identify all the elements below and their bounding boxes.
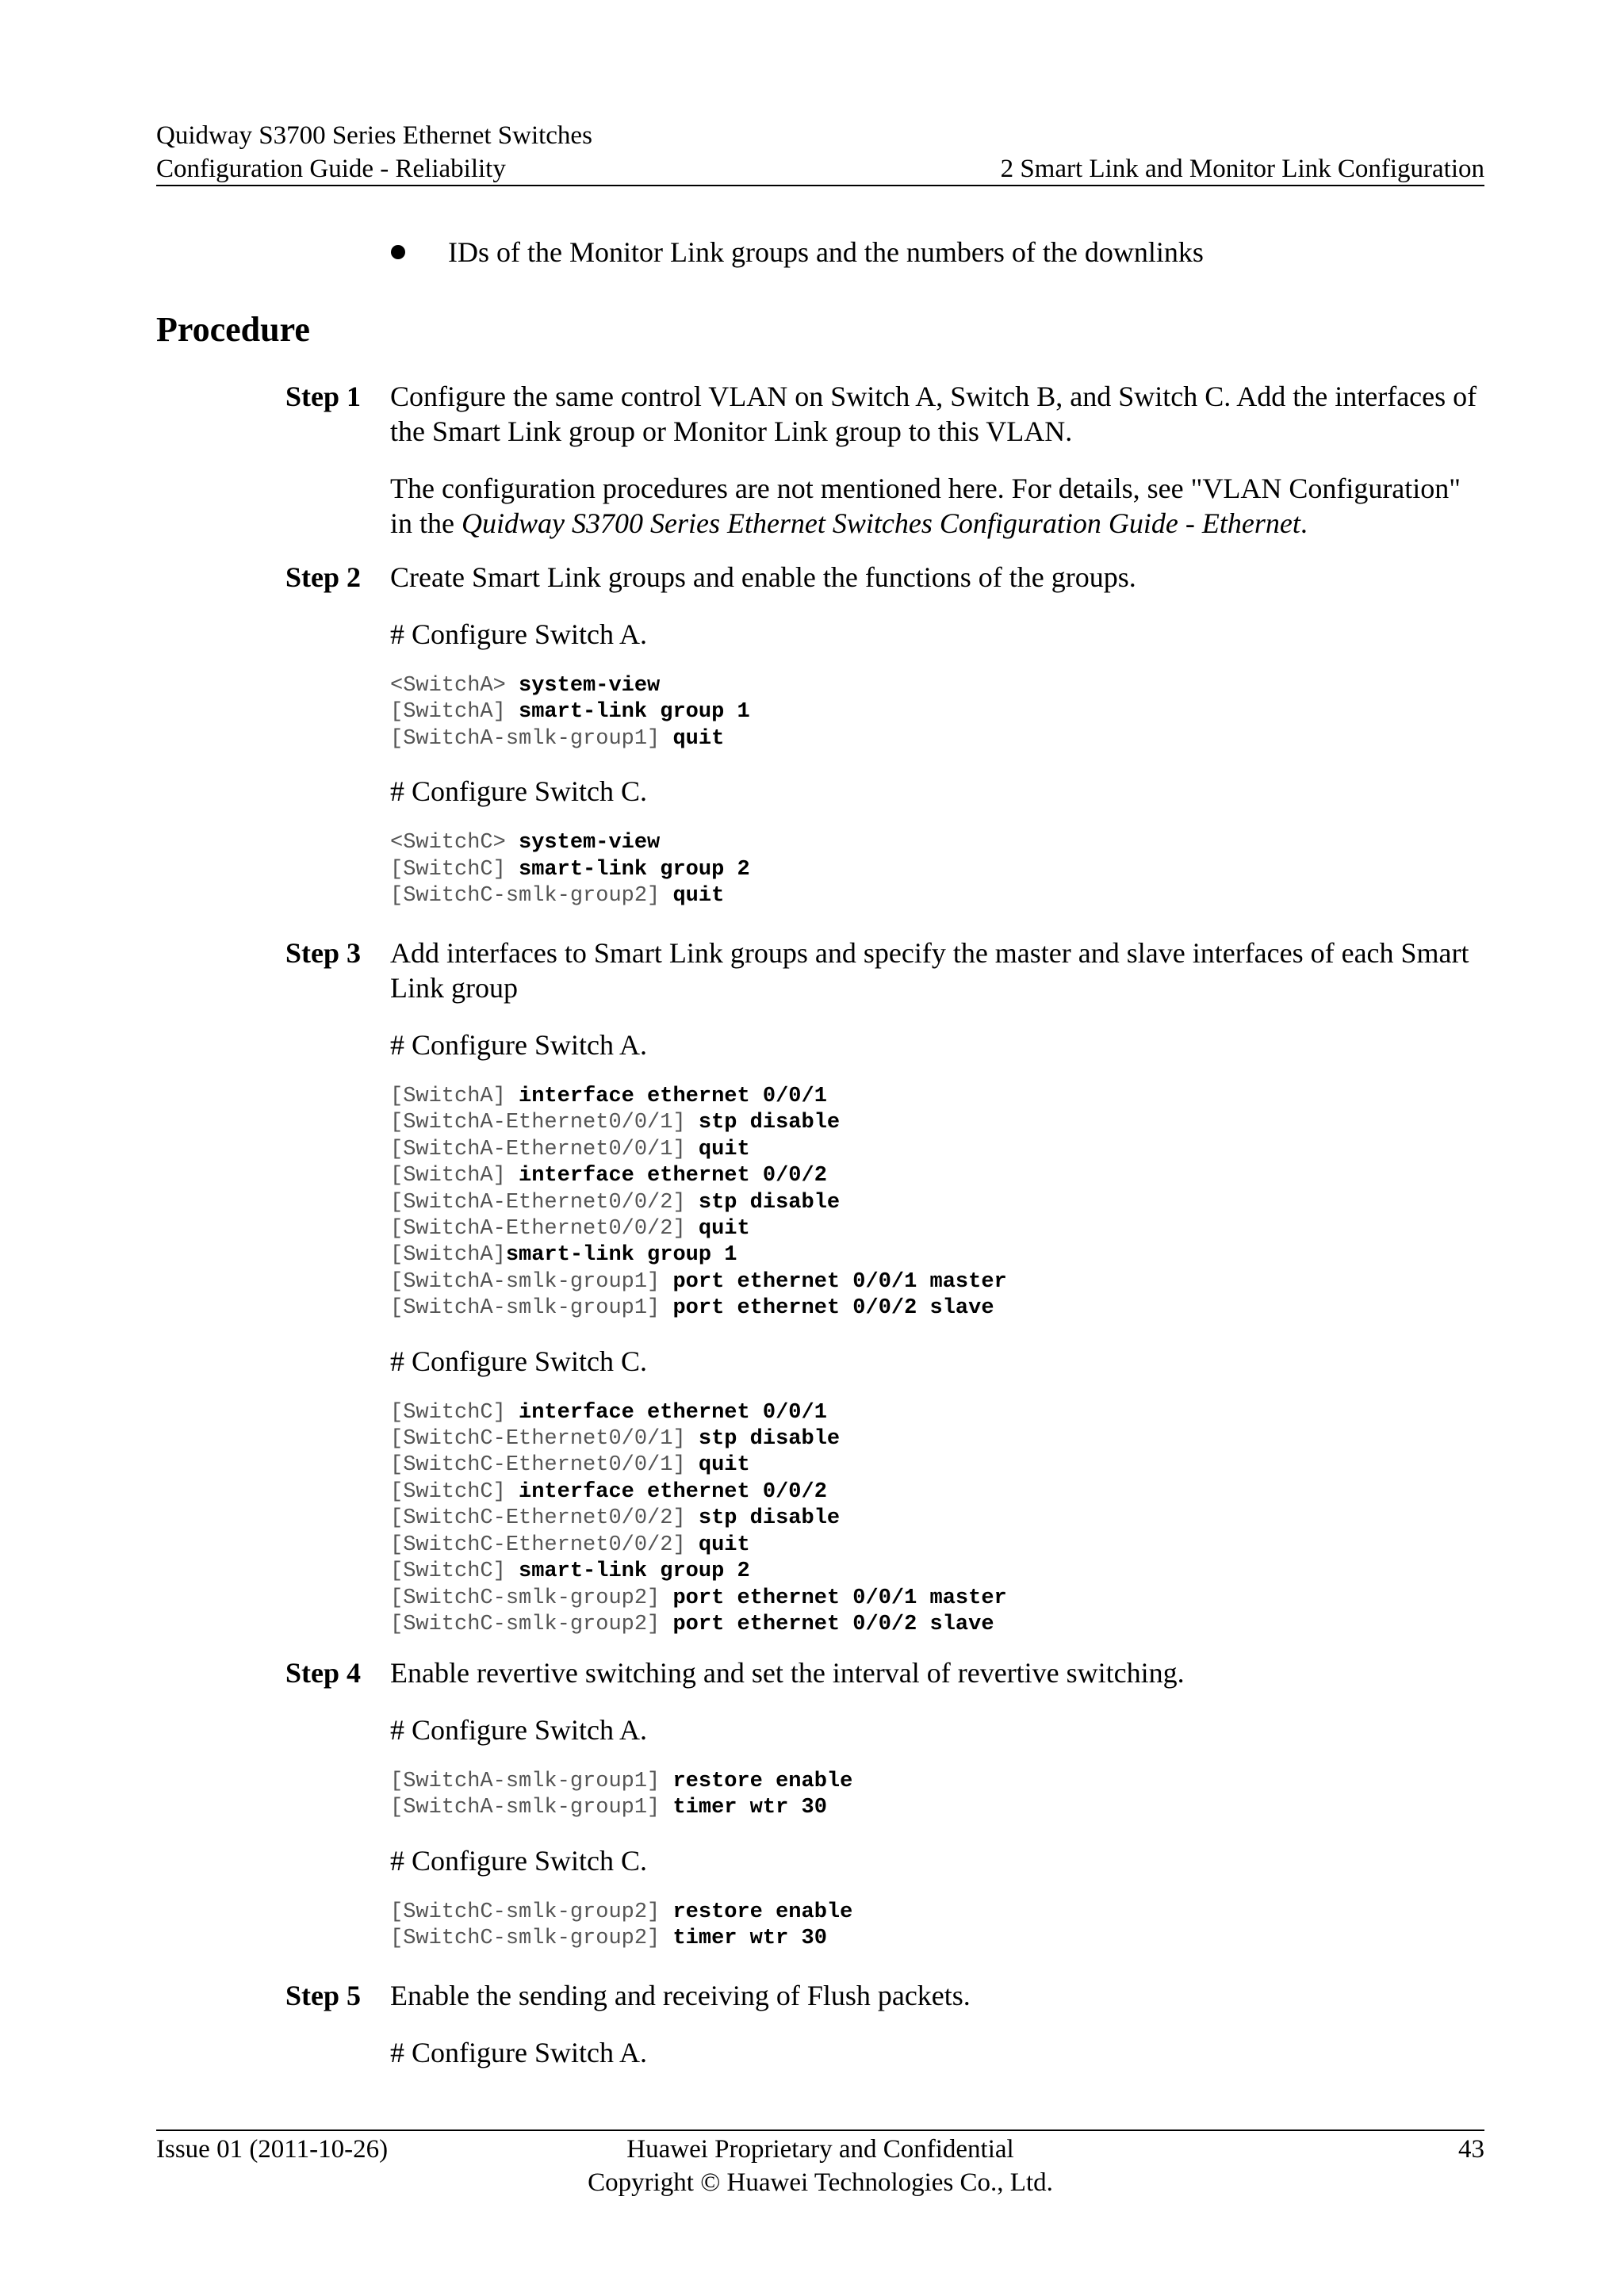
code-line	[390, 1900, 852, 1924]
cli-command: port ethernet 0/0/2 slave	[672, 1296, 994, 1321]
code-line	[390, 1217, 750, 1241]
cli-command: port ethernet 0/0/2 slave	[672, 1612, 994, 1636]
cli-prompt: [SwitchA-Ethernet0/0/2]	[390, 1217, 699, 1242]
step-body	[390, 379, 1484, 541]
code-line	[390, 1138, 750, 1161]
code-line	[390, 1243, 737, 1267]
code-line	[390, 884, 724, 908]
code-line	[390, 1401, 827, 1425]
code-line	[390, 1296, 994, 1320]
bullet-dot-icon	[391, 245, 405, 259]
code-line	[390, 1559, 750, 1583]
step-label: Step 5	[285, 1980, 362, 2011]
code-line	[390, 1270, 1007, 1294]
code-line	[390, 1770, 852, 1793]
cli-prompt: [SwitchC-smlk-group2]	[390, 884, 673, 909]
cli-prompt: [SwitchC]	[390, 1559, 519, 1584]
cli-command: quit	[672, 884, 725, 909]
cli-command: smart-link group 2	[519, 857, 750, 882]
cli-command: quit	[672, 726, 725, 751]
cli-command: smart-link group 1	[519, 700, 750, 725]
cli-prompt: [SwitchA-smlk-group1]	[390, 1796, 673, 1820]
step-text: Enable the sending and receiving of Flush packets.	[390, 1980, 971, 2011]
configure-switch-c: # Configure Switch C.	[390, 1345, 647, 1377]
step-body	[390, 560, 1484, 909]
step-label: Step 1	[285, 381, 362, 412]
cli-command: interface ethernet 0/0/2	[519, 1164, 827, 1188]
bullet-text: IDs of the Monitor Link groups and the numbers of the downlinks	[448, 236, 1204, 268]
cli-prompt: [SwitchC-smlk-group2]	[390, 1927, 673, 1951]
code-line	[390, 1164, 827, 1188]
cli-command: quit	[698, 1137, 750, 1161]
cli-command: quit	[698, 1453, 750, 1478]
cli-command: smart-link group 2	[519, 1559, 750, 1584]
code-line	[390, 1796, 827, 1820]
step-label: Step 2	[285, 561, 362, 593]
header-guide-title: Configuration Guide - Reliability	[156, 155, 506, 183]
configure-switch-a: # Configure Switch A.	[390, 618, 647, 650]
code-block	[390, 1900, 1484, 1953]
configure-switch-a: # Configure Switch A.	[390, 2037, 647, 2068]
cli-prompt: [SwitchA-Ethernet0/0/1]	[390, 1111, 699, 1135]
section-title: Procedure	[156, 310, 310, 349]
guide-reference: Quidway S3700 Series Ethernet Switches Configuration Guide - Ethernet	[461, 507, 1300, 539]
cli-command: restore enable	[672, 1900, 853, 1924]
cli-command: quit	[698, 1533, 750, 1557]
step-text: Add interfaces to Smart Link groups and specify the master and slave interfaces of each Smart Link group	[390, 937, 1469, 1004]
step-note: The configuration procedures are not mentioned here. For details, see "VLAN Configuration" in the Quidway S3700 Series Ethernet Switches Configuration Guide - Ethernet.	[390, 473, 1461, 539]
code-line	[390, 1506, 840, 1530]
code-block	[390, 673, 1484, 752]
cli-command: stp disable	[698, 1190, 841, 1215]
step-text: Enable revertive switching and set the interval of revertive switching.	[390, 1657, 1185, 1689]
header-chapter-title: 2 Smart Link and Monitor Link Configuration	[1000, 155, 1484, 183]
cli-prompt: [SwitchA-Ethernet0/0/2]	[390, 1190, 699, 1215]
cli-prompt: [SwitchC-Ethernet0/0/1]	[390, 1453, 699, 1478]
header-product-title: Quidway S3700 Series Ethernet Switches	[156, 121, 592, 150]
cli-prompt: [SwitchA-smlk-group1]	[390, 1296, 673, 1321]
cli-prompt: [SwitchC-Ethernet0/0/2]	[390, 1533, 699, 1557]
cli-prompt: [SwitchC-smlk-group2]	[390, 1900, 673, 1924]
cli-prompt: [SwitchA]	[390, 1243, 506, 1268]
code-block	[390, 1400, 1484, 1639]
step-text: Configure the same control VLAN on Switch A, Switch B, and Switch C. Add the interfaces of the Smart Link group or Monitor Link group to this VLAN.	[390, 381, 1477, 447]
cli-command: system-view	[519, 674, 661, 698]
step-label: Step 4	[285, 1657, 362, 1689]
step-body	[390, 1655, 1484, 1953]
header-divider	[156, 185, 1484, 186]
cli-command: port ethernet 0/0/1 master	[672, 1586, 1007, 1610]
code-line	[390, 1480, 827, 1504]
code-block	[390, 1084, 1484, 1322]
cli-command: interface ethernet 0/0/1	[519, 1400, 827, 1425]
code-line	[390, 1191, 840, 1215]
code-line	[390, 1533, 750, 1557]
cli-prompt: [SwitchA]	[390, 1085, 519, 1108]
cli-prompt: [SwitchA-smlk-group1]	[390, 1770, 673, 1793]
step-text: Create Smart Link groups and enable the functions of the groups.	[390, 561, 1136, 593]
code-line	[390, 1613, 994, 1636]
cli-command: timer wtr 30	[672, 1927, 827, 1951]
cli-prompt: [SwitchA-smlk-group1]	[390, 726, 673, 751]
cli-prompt: [SwitchC]	[390, 1479, 519, 1504]
cli-command: timer wtr 30	[672, 1796, 827, 1820]
code-line	[390, 831, 660, 855]
cli-command: port ethernet 0/0/1 master	[672, 1269, 1007, 1294]
cli-command: quit	[698, 1217, 750, 1242]
cli-command: restore enable	[672, 1770, 853, 1793]
cli-command: system-view	[519, 831, 661, 855]
code-block	[390, 830, 1484, 909]
cli-prompt: [SwitchC-smlk-group2]	[390, 1612, 673, 1636]
page-number: 43	[1458, 2135, 1484, 2164]
footer-copyright: Copyright © Huawei Technologies Co., Ltd.	[588, 2168, 1053, 2197]
cli-command: stp disable	[698, 1506, 841, 1531]
cli-prompt: [SwitchC-smlk-group2]	[390, 1586, 673, 1610]
cli-prompt: <SwitchA>	[390, 674, 519, 698]
cli-command: smart-link group 1	[505, 1243, 737, 1268]
code-line	[390, 1085, 827, 1108]
step-body	[390, 936, 1484, 1638]
code-line	[390, 1453, 750, 1477]
configure-switch-c: # Configure Switch C.	[390, 1844, 647, 1877]
cli-command: interface ethernet 0/0/1	[519, 1085, 827, 1108]
cli-command: stp disable	[698, 1111, 841, 1135]
step-label: Step 3	[285, 937, 362, 969]
page-footer	[156, 2133, 1484, 2197]
cli-prompt: [SwitchA]	[390, 700, 519, 725]
code-line	[390, 727, 724, 751]
code-line	[390, 674, 660, 698]
footer-divider	[156, 2130, 1484, 2131]
cli-prompt: <SwitchC>	[390, 831, 519, 855]
code-line	[390, 700, 750, 724]
code-line	[390, 1111, 840, 1135]
footer-issue: Issue 01 (2011-10-26)	[156, 2135, 389, 2164]
code-line	[390, 858, 750, 882]
configure-switch-a: # Configure Switch A.	[390, 1714, 647, 1746]
page-header	[156, 119, 1484, 186]
step-body	[390, 1978, 1484, 2070]
cli-prompt: [SwitchA-smlk-group1]	[390, 1269, 673, 1294]
footer-confidential: Huawei Proprietary and Confidential	[626, 2135, 1014, 2164]
code-line	[390, 1586, 1007, 1610]
cli-prompt: [SwitchA]	[390, 1164, 519, 1188]
cli-prompt: [SwitchC]	[390, 857, 519, 882]
code-line	[390, 1427, 840, 1451]
cli-prompt: [SwitchA-Ethernet0/0/1]	[390, 1137, 699, 1161]
configure-switch-c: # Configure Switch C.	[390, 775, 647, 808]
configure-switch-a: # Configure Switch A.	[390, 1029, 647, 1061]
cli-prompt: [SwitchC-Ethernet0/0/2]	[390, 1506, 699, 1531]
cli-prompt: [SwitchC]	[390, 1400, 519, 1425]
code-line	[390, 1927, 827, 1950]
cli-prompt: [SwitchC-Ethernet0/0/1]	[390, 1427, 699, 1452]
code-block	[390, 1769, 1484, 1822]
cli-command: interface ethernet 0/0/2	[519, 1479, 827, 1504]
cli-command: stp disable	[698, 1427, 841, 1452]
